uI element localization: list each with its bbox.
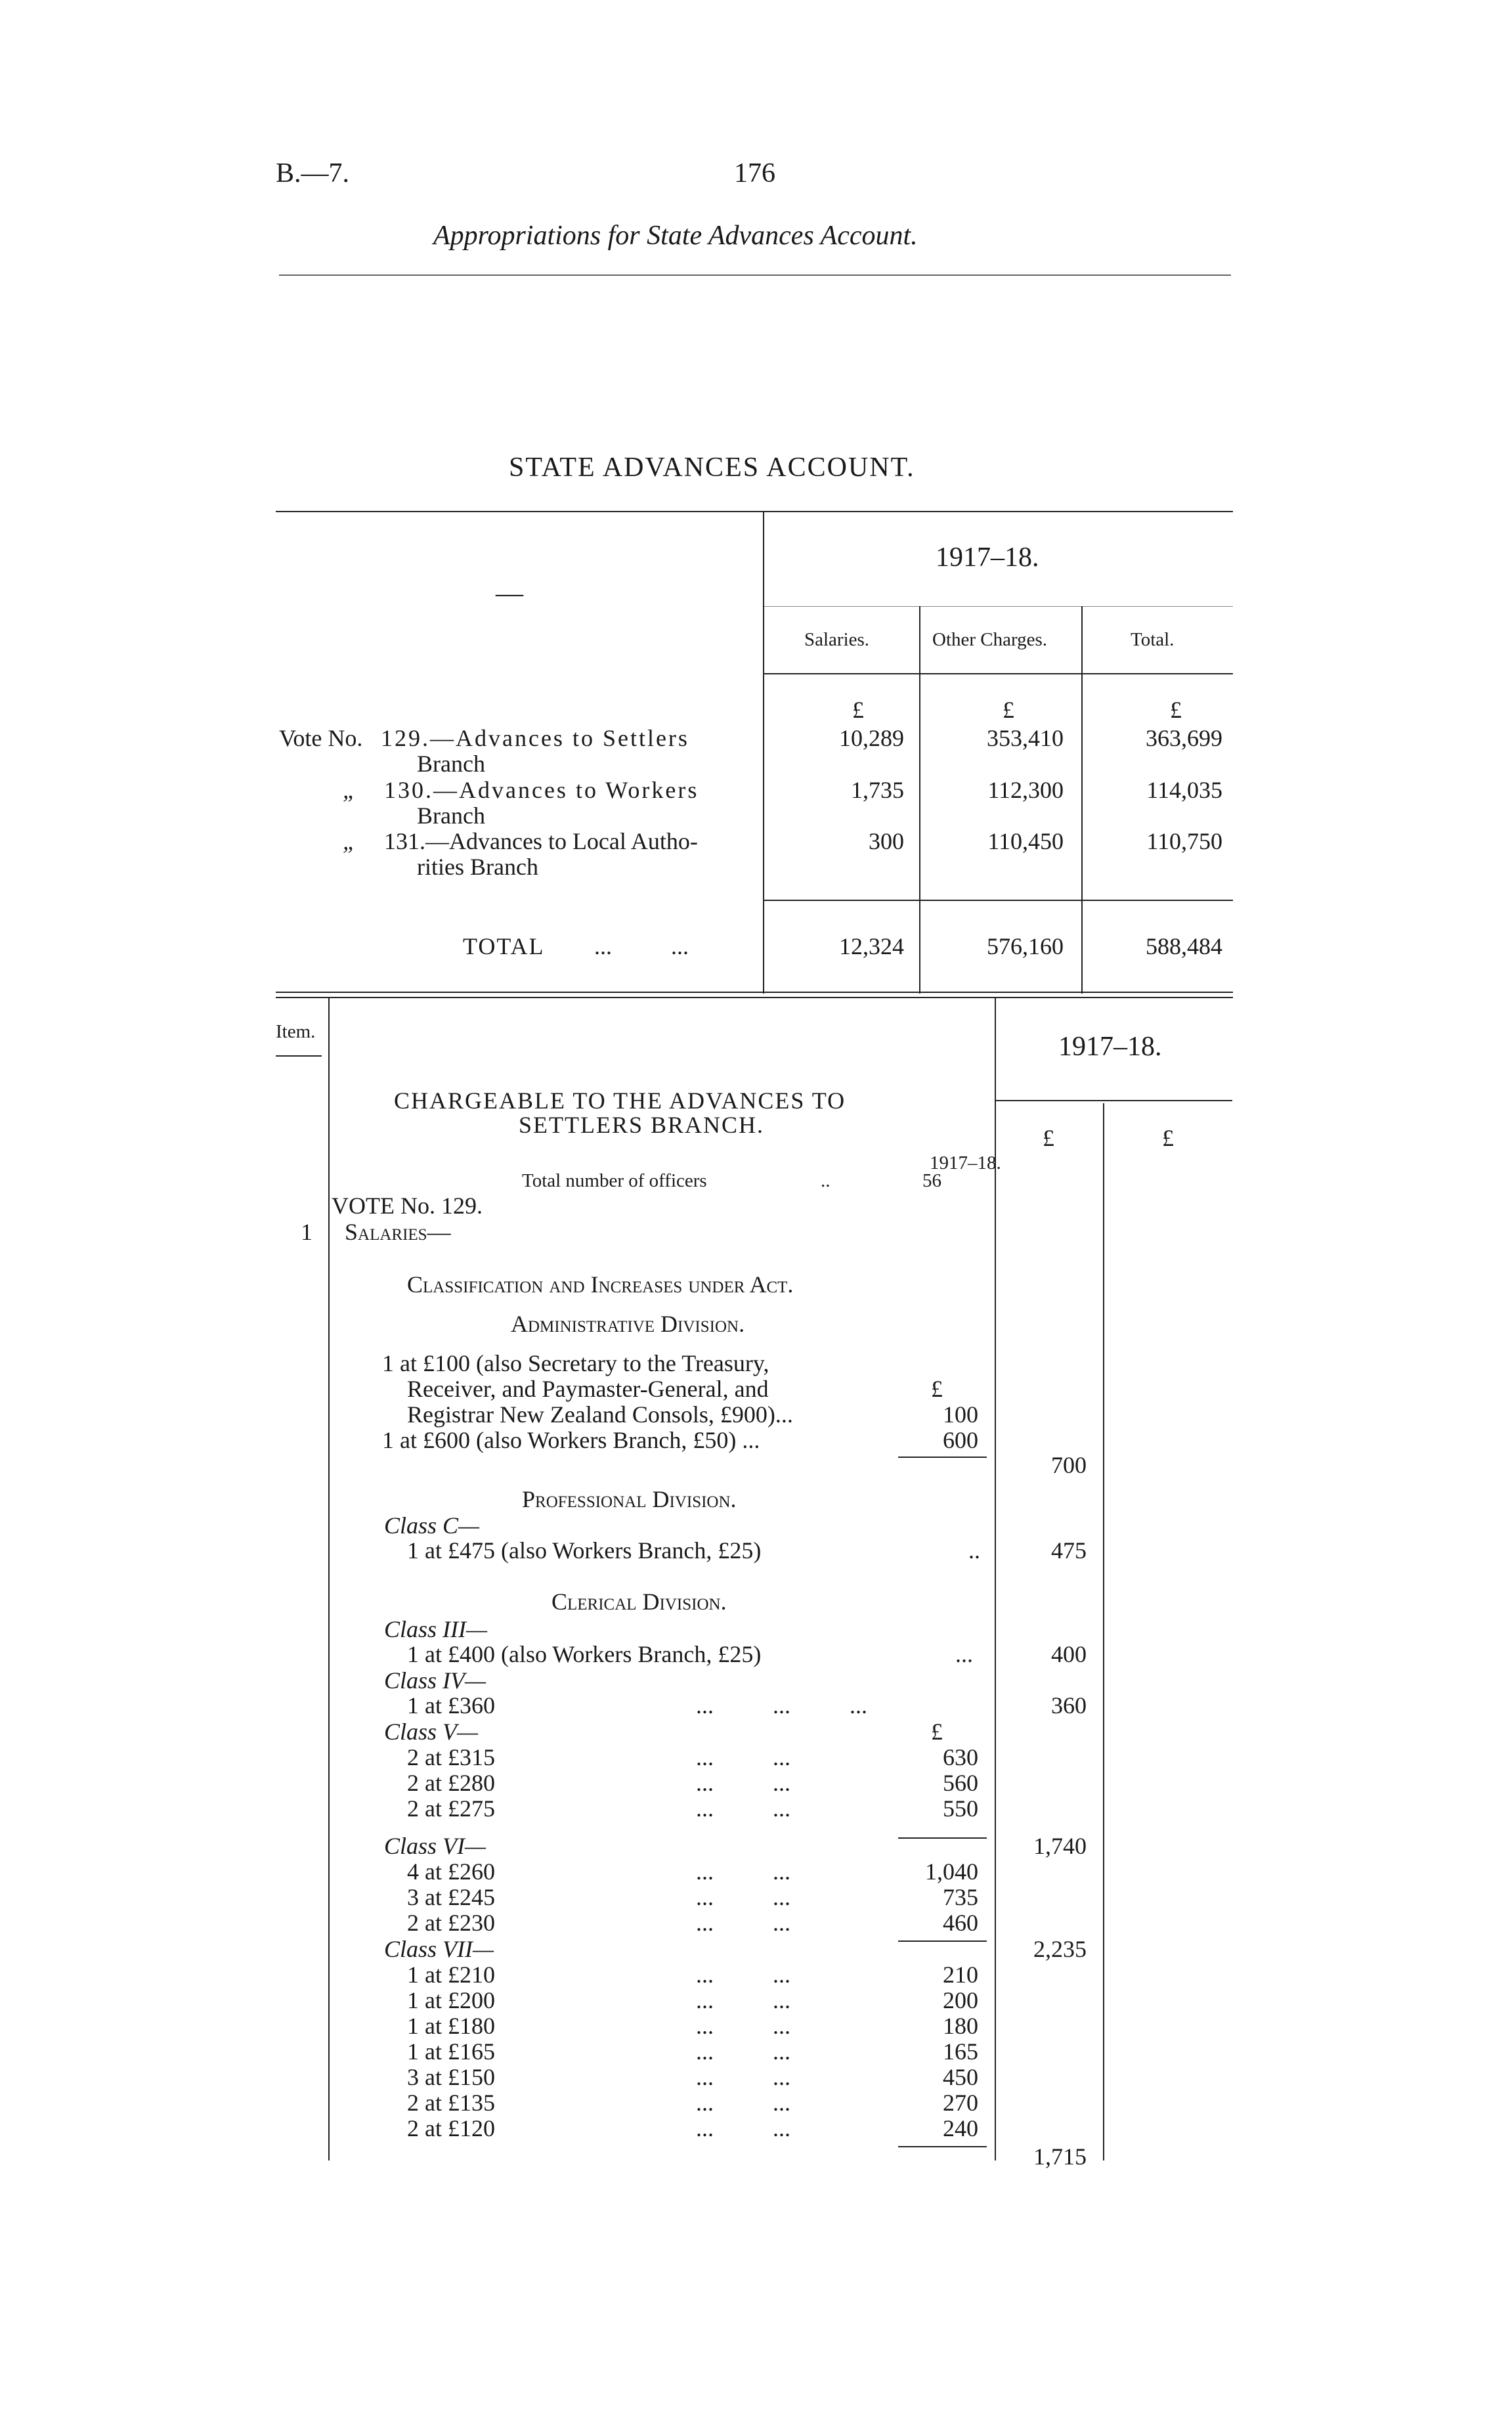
class-v-row-amount: 550 bbox=[943, 1795, 978, 1822]
class-vi-row-label: 4 at £260 bbox=[407, 1858, 495, 1885]
row-salaries: 1,735 bbox=[851, 777, 904, 803]
class-vii-row-label: 2 at £135 bbox=[407, 2090, 495, 2116]
class-vi-row-amount: 460 bbox=[943, 1910, 978, 1936]
col-total: Total. bbox=[1131, 629, 1175, 650]
class-vi-row-label: 3 at £245 bbox=[407, 1884, 495, 1910]
class-v-total: 1,740 bbox=[1033, 1833, 1087, 1859]
class-v-row-dots: ... ... bbox=[696, 1795, 790, 1822]
class-vii-total: 1,715 bbox=[1033, 2143, 1087, 2170]
heading-line2: SETTLERS BRANCH. bbox=[519, 1112, 765, 1138]
class-vii-row-dots: ... ... bbox=[696, 2013, 790, 2039]
class-iii-total: 400 bbox=[1051, 1641, 1087, 1667]
row-prefix: Vote No. bbox=[279, 725, 363, 751]
admin-line-1: 1 at £100 (also Secretary to the Treasury, bbox=[382, 1350, 769, 1376]
officers-count: 56 bbox=[922, 1170, 941, 1191]
row-label: 131.—Advances to Local Autho- bbox=[384, 828, 698, 854]
class-vii-row-dots: ... ... bbox=[696, 1962, 790, 1988]
row-prefix: „ bbox=[343, 777, 356, 803]
row-label-cont: Branch bbox=[417, 802, 485, 829]
row-total: 363,699 bbox=[1146, 725, 1222, 751]
total-label: TOTAL bbox=[463, 933, 545, 959]
row-salaries: 10,289 bbox=[839, 725, 904, 751]
class-iv-dots: ... ... ... bbox=[696, 1692, 867, 1719]
class-iii-dots: ... bbox=[955, 1641, 973, 1667]
class-c-dots: .. bbox=[968, 1537, 980, 1564]
class-c-total: 475 bbox=[1051, 1537, 1087, 1564]
page-subtitle: Appropriations for State Advances Account. bbox=[433, 221, 918, 251]
item-number: 1 bbox=[301, 1219, 313, 1245]
vote-label: VOTE No. 129. bbox=[332, 1193, 483, 1219]
officers-year: 1917–18. bbox=[930, 1152, 1001, 1173]
admin-currency: £ bbox=[931, 1376, 943, 1402]
class-vii-row-dots: ... ... bbox=[696, 2038, 790, 2065]
row-label-cont: rities Branch bbox=[417, 854, 538, 880]
row-other: 110,450 bbox=[987, 828, 1064, 854]
class-iv-total: 360 bbox=[1051, 1692, 1087, 1719]
row-label-cont: Branch bbox=[417, 751, 485, 777]
detail-currency-1: £ bbox=[1043, 1125, 1054, 1151]
admin-line-2: Receiver, and Paymaster-General, and bbox=[407, 1376, 769, 1402]
class-vi-label: Class VI— bbox=[384, 1833, 486, 1859]
class-vi-row-dots: ... ... bbox=[696, 1884, 790, 1910]
class-vi-row-amount: 1,040 bbox=[925, 1858, 978, 1885]
page-number: 176 bbox=[734, 158, 775, 188]
summary-year: 1917–18. bbox=[936, 542, 1039, 573]
salaries-label: Salaries— bbox=[345, 1219, 451, 1245]
class-vi-row-dots: ... ... bbox=[696, 1858, 790, 1885]
class-iv-label: Class IV— bbox=[384, 1667, 486, 1694]
summary-title: STATE ADVANCES ACCOUNT. bbox=[509, 452, 915, 483]
class-c-line: 1 at £475 (also Workers Branch, £25) bbox=[407, 1537, 762, 1564]
professional-division: Professional Division. bbox=[522, 1486, 737, 1512]
class-c-label: Class C— bbox=[384, 1512, 480, 1539]
row-total: 110,750 bbox=[1146, 828, 1222, 854]
class-v-row-dots: ... ... bbox=[696, 1770, 790, 1796]
currency-total: £ bbox=[1170, 697, 1182, 723]
currency-salaries: £ bbox=[852, 697, 864, 723]
admin-amount-1: 100 bbox=[943, 1401, 978, 1428]
row-label: 129.—Advances to Settlers bbox=[381, 725, 689, 751]
total-total: 588,484 bbox=[1146, 933, 1222, 959]
class-v-row-label: 2 at £315 bbox=[407, 1744, 495, 1770]
col-other-charges: Other Charges. bbox=[932, 629, 1048, 650]
row-salaries: 300 bbox=[869, 828, 904, 854]
class-vii-row-label: 1 at £200 bbox=[407, 1987, 495, 2013]
col-salaries: Salaries. bbox=[804, 629, 870, 650]
class-vii-row-amount: 165 bbox=[943, 2038, 978, 2065]
row-other: 112,300 bbox=[987, 777, 1064, 803]
class-vii-row-label: 3 at £150 bbox=[407, 2064, 495, 2090]
summary-dash: — bbox=[496, 579, 523, 609]
class-vii-row-amount: 210 bbox=[943, 1962, 978, 1988]
class-vii-row-label: 1 at £180 bbox=[407, 2013, 495, 2039]
class-vii-row-amount: 200 bbox=[943, 1987, 978, 2013]
class-vii-row-amount: 450 bbox=[943, 2064, 978, 2090]
total-other: 576,160 bbox=[987, 933, 1064, 959]
class-vii-row-amount: 270 bbox=[943, 2090, 978, 2116]
class-vi-row-label: 2 at £230 bbox=[407, 1910, 495, 1936]
officers-dots: .. bbox=[821, 1170, 831, 1191]
detail-currency-2: £ bbox=[1162, 1125, 1174, 1151]
document-ref: B.—7. bbox=[276, 158, 350, 188]
clerical-division: Clerical Division. bbox=[551, 1589, 727, 1615]
heading-line1: CHARGEABLE TO THE ADVANCES TO bbox=[394, 1087, 846, 1114]
administrative-division: Administrative Division. bbox=[511, 1311, 745, 1337]
item-header: Item. bbox=[276, 1021, 316, 1042]
class-vii-row-label: 1 at £165 bbox=[407, 2038, 495, 2065]
class-v-row-amount: 630 bbox=[943, 1744, 978, 1770]
class-v-row-dots: ... ... bbox=[696, 1744, 790, 1770]
class-v-row-label: 2 at £275 bbox=[407, 1795, 495, 1822]
currency-other: £ bbox=[1003, 697, 1014, 723]
detail-year: 1917–18. bbox=[1058, 1032, 1162, 1062]
class-iii-label: Class III— bbox=[384, 1616, 488, 1642]
class-vi-total: 2,235 bbox=[1033, 1936, 1087, 1962]
total-salaries: 12,324 bbox=[839, 933, 904, 959]
class-vii-row-dots: ... ... bbox=[696, 1987, 790, 2013]
class-v-label: Class V— bbox=[384, 1719, 479, 1745]
class-iii-line: 1 at £400 (also Workers Branch, £25) bbox=[407, 1641, 762, 1667]
class-vii-row-dots: ... ... bbox=[696, 2090, 790, 2116]
admin-line-4: 1 at £600 (also Workers Branch, £50) ... bbox=[382, 1427, 760, 1453]
class-vii-row-amount: 180 bbox=[943, 2013, 978, 2039]
class-v-row-label: 2 at £280 bbox=[407, 1770, 495, 1796]
row-prefix: „ bbox=[343, 828, 356, 854]
class-vii-row-dots: ... ... bbox=[696, 2115, 790, 2141]
class-v-currency: £ bbox=[931, 1719, 943, 1745]
class-vii-row-label: 1 at £210 bbox=[407, 1962, 495, 1988]
class-vii-row-amount: 240 bbox=[943, 2115, 978, 2141]
total-dots: ... ... bbox=[594, 933, 689, 959]
class-vii-label: Class VII— bbox=[384, 1936, 494, 1962]
row-label: 130.—Advances to Workers bbox=[384, 777, 699, 803]
class-vii-row-label: 2 at £120 bbox=[407, 2115, 495, 2141]
class-vii-row-dots: ... ... bbox=[696, 2064, 790, 2090]
officers-label: Total number of officers bbox=[522, 1170, 707, 1191]
class-iv-line: 1 at £360 bbox=[407, 1692, 495, 1719]
admin-total: 700 bbox=[1051, 1452, 1087, 1478]
class-vi-row-amount: 735 bbox=[943, 1884, 978, 1910]
admin-amount-2: 600 bbox=[943, 1427, 978, 1453]
admin-line-3: Registrar New Zealand Consols, £900)... bbox=[407, 1401, 793, 1428]
classification-heading: Classification and Increases under Act. bbox=[407, 1271, 794, 1298]
row-other: 353,410 bbox=[987, 725, 1064, 751]
row-total: 114,035 bbox=[1146, 777, 1222, 803]
header-rule bbox=[279, 274, 1231, 276]
class-vi-row-dots: ... ... bbox=[696, 1910, 790, 1936]
class-v-row-amount: 560 bbox=[943, 1770, 978, 1796]
